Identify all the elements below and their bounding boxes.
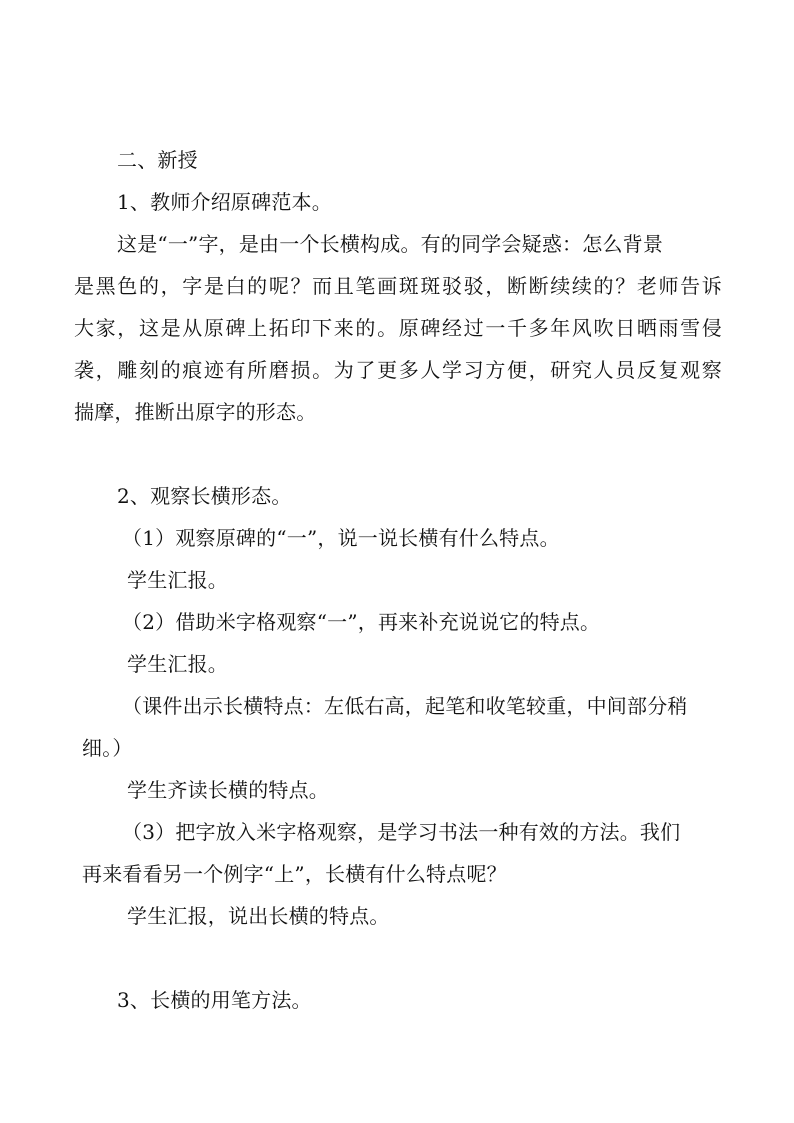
item3-title: 3、长横的用笔方法。	[117, 988, 312, 1012]
item2-report2: 学生汇报。	[127, 652, 228, 676]
item2-report1: 学生汇报。	[127, 568, 228, 592]
item1-para-line-3: 大家，这是从原碑上拓印下来的。原碑经过一千多年风吹日晒雨雪侵	[74, 316, 722, 340]
item1-title: 1、教师介绍原碑范本。	[117, 190, 332, 214]
item1-para-line-1: 这是“一”字，是由一个长横构成。有的同学会疑惑：怎么背景	[117, 232, 664, 256]
item2-sub1: （1）观察原碑的“一”，说一说长横有什么特点。	[122, 526, 560, 550]
section-heading: 二、新授	[117, 148, 198, 172]
item2-sub2: （2）借助米字格观察“一”，再来补充说说它的特点。	[122, 610, 601, 634]
item2-sub3-line-1: （3）把字放入米字格观察，是学习书法一种有效的方法。我们	[122, 820, 681, 844]
item2-courseware-line-2: 细。）	[82, 736, 133, 760]
item2-read: 学生齐读长横的特点。	[127, 778, 329, 802]
item1-para-line-4: 袭，雕刻的痕迹有所磨损。为了更多人学习方便，研究人员反复观察	[74, 358, 722, 382]
item2-title: 2、观察长横形态。	[117, 484, 292, 508]
item2-courseware-line-1: （课件出示长横特点：左低右高，起笔和收笔较重，中间部分稍	[122, 694, 688, 718]
item1-para-line-5: 揣摩，推断出原字的形态。	[74, 400, 317, 424]
item2-report3: 学生汇报，说出长横的特点。	[127, 904, 390, 928]
item1-para-line-2: 是黑色的，字是白的呢？而且笔画斑斑驳驳，断断续续的？老师告诉	[74, 274, 722, 298]
item2-sub3-line-2: 再来看看另一个例字“上”，长横有什么特点呢？	[82, 862, 507, 886]
